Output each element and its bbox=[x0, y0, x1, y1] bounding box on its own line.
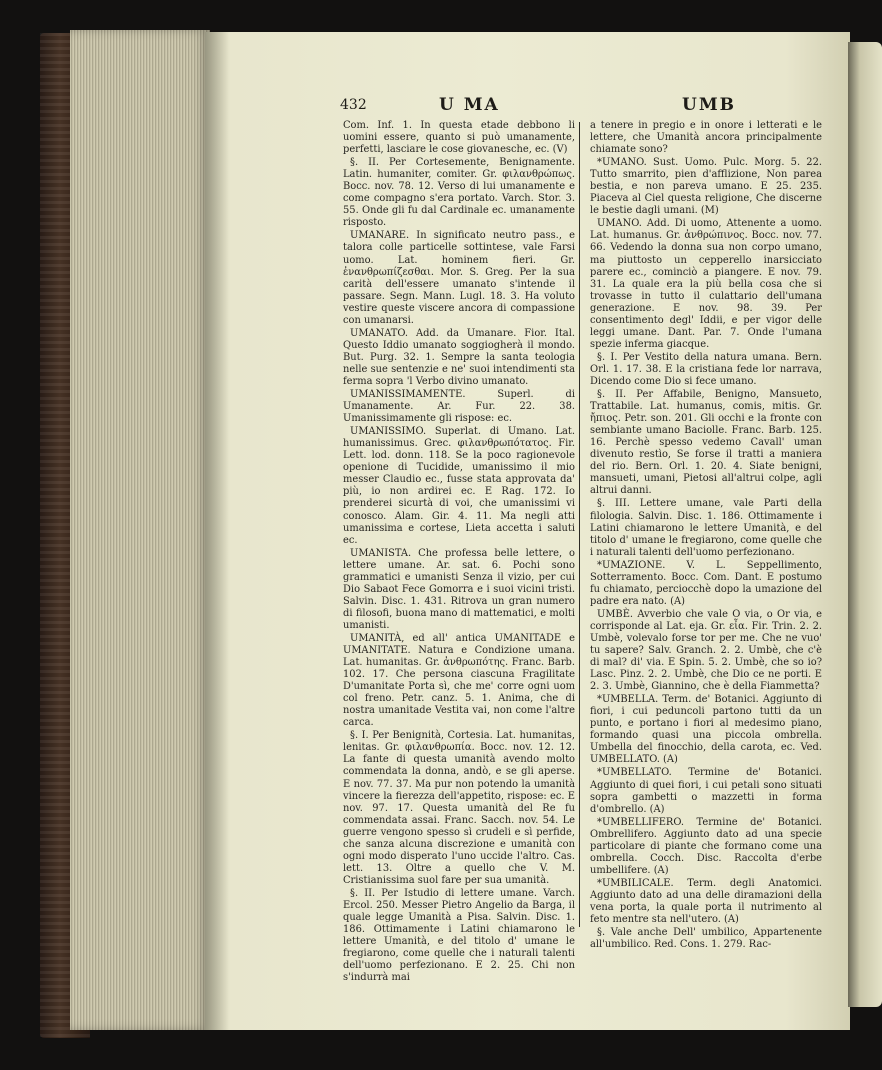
entry: UMBÈ. Avverbio che vale O via, o Or via, e corrisponde al Lat. eja. Gr. εἶα. Fir. Trin. 2. 2. Umbè, volevalo forse tor per me. Che ne vuo' tu sapere? Salv. Granch. 2. 2. Umbè, che c'è di mal? di' via. E Spin. 5. 2. Umbè, che so io? Lasc. Pinz. 2. 2. Umbè, che Dio ce ne porti. E 2. 3. Umbè, Giannino, che è della Fiammetta? bbox=[590, 608, 822, 693]
entry: §. III. Lettere umane, vale Parti della filologia. Salvin. Disc. 1. 186. Ottimamente i Latini chiamarono le lettere Umanità, e del titolo d' umane le fregiarono, come quelle che i naturali talenti dell'uomo perfezionano. bbox=[590, 498, 822, 558]
page-edges bbox=[70, 30, 210, 1030]
page-gutter-shadow bbox=[205, 32, 229, 1030]
entry: §. I. Per Benignità, Cortesia. Lat. humanitas, lenitas. Gr. φιλανθρωπία. Bocc. nov. 12. 12. La fante di questa umanità avendo molto commendata la donna, andò, e se gli aperse. E nov. 77. 37. Ma pur non potendo la umanità vincere la fierezza dell'appetito, rispose: ec. E nov. 97. 17. Questa umanità del Re fu commendata assai. Franc. Sacch. nov. 54. Le guerre vengono spesso sì crudeli e sì perfide, che sanza alcuna discrezione e umanità con ogni modo disperato l'uno uccide l'altro. Cas. lett. 13. Oltre a quello che V. M. Cristianissima suol fare per sua umanità. bbox=[343, 730, 575, 886]
entry: UMANISTA. Che professa belle lettere, o lettere umane. Ar. sat. 6. Pochi sono grammatici e umanisti Senza il vizio, per cui Dio Sabaot Fece Gomorra e i suoi vicini tristi. Salvin. Disc. 1. 431. Ritrova un gran numero di filosofi, buona mano di mattematici, e molti umanisti. bbox=[343, 547, 575, 631]
running-header bbox=[336, 95, 788, 119]
entry: a tenere in pregio e in onore i letterati e le lettere, che Umanità ancora principalmente chiamate sono? bbox=[590, 120, 822, 156]
entry: §. I. Per Vestito della natura umana. Bern. Orl. 1. 17. 38. E la cristiana fede lor narrava, Dicendo come Dio si fece umano. bbox=[590, 351, 822, 387]
entry: *UMAZIONE. V. L. Seppellimento, Sotterramento. Bocc. Com. Dant. E postumo fu chiamato, perciocchè dopo la umazione del padre era nato. (A) bbox=[590, 559, 822, 607]
entry: *UMBILICALE. Term. degli Anatomici. Aggiunto dato ad una delle diramazioni della vena porta, la quale porta il nutrimento al feto mentre sta nell'utero. (A) bbox=[590, 877, 822, 926]
entry: UMANO. Add. Di uomo, Attenente a uomo. Lat. humanus. Gr. ἀνθρώπινος. Bocc. nov. 77. 66. Vedendo la donna sua non corpo umano, ma piuttosto un cepperello inarsicciato parere ec., cominciò a piangere. E nov. 79. 31. La quale era la più bella cosa che si trovasse in tutto il culattario dell'umana generazione. E nov. 98. 39. Per consentimento degl' Iddii, e per vigor delle leggi umane. Dant. Par. 7. Onde l'umana spezie inferma giacque. bbox=[590, 218, 822, 350]
entry: §. Vale anche Dell' umbilico, Appartenente all'umbilico. Red. Cons. 1. 279. Rac- bbox=[590, 927, 822, 951]
entry: §. II. Per Cortesemente, Benignamente. Latin. humaniter, comiter. Gr. φιλανθρώπως. Bocc. nov. 78. 12. Verso di lui umanamente e come compagno s'era portato. Varch. Stor. 3. 55. Onde gli fu dal Cardinale ec. umanamente risposto. bbox=[343, 157, 575, 229]
page-number: 432 bbox=[340, 97, 367, 113]
entry: UMANARE. In significato neutro pass., e talora colle particelle sottintese, vale Farsi uomo. Lat. hominem fieri. Gr. ἐνανθρωπίζεσθαι. Mor. S. Greg. Per la sua carità dell'essere umanato s'intende il passare. Segn. Mann. Lugl. 18. 3. Ha voluto vestire queste viscere ancora di compassione con umanarsi. bbox=[343, 230, 575, 326]
entry: UMANISSIMO. Superlat. di Umano. Lat. humanissimus. Grec. φιλανθρωπότατος. Fir. Lett. lod. donn. 118. Se la poco ragionevole openione di Tucidide, umanissimo il mio messer Claudio ec., fusse stata approvata da' più, io non ardirei ec. E Rag. 172. Io prenderei sicurtà di voi, che umanissimi vi conosco. Alam. Gir. 4. 11. Ma negli atti umanissima e cortese, Lieta accetta i saluti ec. bbox=[343, 426, 575, 546]
entry: UMANITÀ, ed all' antica UMANITADE e UMANITATE. Natura e Condizione umana. Lat. humanitas. Gr. ἀνθρωπότης. Franc. Barb. 102. 17. Che persona ciascuna Fragilitate D'umanitate Porta sì, che me' corre ogni uom col freno. Petr. canz. 5. 1. Anima, che di nostra umanitade Vestita vai, non come l'altre carca. bbox=[343, 632, 575, 729]
entry: UMANISSIMAMENTE. Superl. di Umanamente. Ar. Fur. 22. 38. Umanissimamente gli rispose: ec. bbox=[343, 389, 575, 425]
headword-left: U MA bbox=[439, 95, 500, 115]
entry: §. II. Per Affabile, Benigno, Mansueto, Trattabile. Lat. humanus, comis, mitis. Gr. ἤπιος. Petr. son. 201. Gli occhi e la fronte con sembiante umano Baciolle. Franc. Barb. 125. 16. Perchè spesso vedemo Cavall' uman divenuto restìo, Se forse il tratti a maniera del rio. Bern. Orl. 1. 20. 4. Siate benigni, mansueti, umani, Pietosi all'altrui colpe, agli altrui danni. bbox=[590, 389, 822, 497]
entry: *UMBELLA. Term. de' Botanici. Aggiunto di fiori, i cui peduncoli partono tutti da un punto, e portano i fiori al medesimo piano, formando quasi una piccola ombrella. Umbella del finocchio, della carota, ec. Ved. UMBELLATO. (A) bbox=[590, 694, 822, 766]
entry: UMANATO. Add. da Umanare. Fior. Ital. Questo Iddio umanato soggiogherà il mondo. But. Purg. 32. 1. Sempre la santa teologia nelle sue sentenzie e ne' suoi intendimenti sta ferma sopra 'l Verbo divino umanato. bbox=[343, 327, 575, 387]
facing-page-edge bbox=[848, 42, 882, 1007]
column-rule bbox=[579, 122, 580, 927]
entry: *UMBELLIFERO. Termine de' Botanici. Ombrellifero. Aggiunto dato ad una specie particolare di piante che formano come una ombrella. Cocch. Disc. Raccolta d'erbe umbellifere. (A) bbox=[590, 816, 822, 876]
entry: §. II. Per Istudio di lettere umane. Varch. Ercol. 250. Messer Pietro Angelio da Barga, il quale legge Umanità a Pisa. Salvin. Disc. 1. 186. Ottimamente i Latini chiamarono le lettere Umanità, e del titolo d' umane le fregiarono, come quelle che i naturali talenti dell'uomo perfezionano. E 2. 25. Chi non s'indurrà mai bbox=[343, 887, 575, 984]
headword-right: UMB bbox=[682, 95, 737, 115]
left-column bbox=[343, 120, 575, 984]
entry: Com. Inf. 1. In questa etade debbono li uomini essere, quanto si può umanamente, perfetti, lasciare le cose giovanesche, ec. (V) bbox=[343, 120, 575, 156]
entry: *UMBELLATO. Termine de' Botanici. Aggiunto di quei fiori, i cui petali sono situati sopra gambetti o mazzetti in forma d'ombrello. (A) bbox=[590, 767, 822, 815]
entry: *UMANO. Sust. Uomo. Pulc. Morg. 5. 22. Tutto smarrito, pien d'afflizione, Non parea bestia, e non pareva umano. E 25. 235. Piaceva al Ciel questa religione, Che discerne le bestie dagli umani. (M) bbox=[590, 157, 822, 217]
right-column bbox=[590, 120, 822, 951]
